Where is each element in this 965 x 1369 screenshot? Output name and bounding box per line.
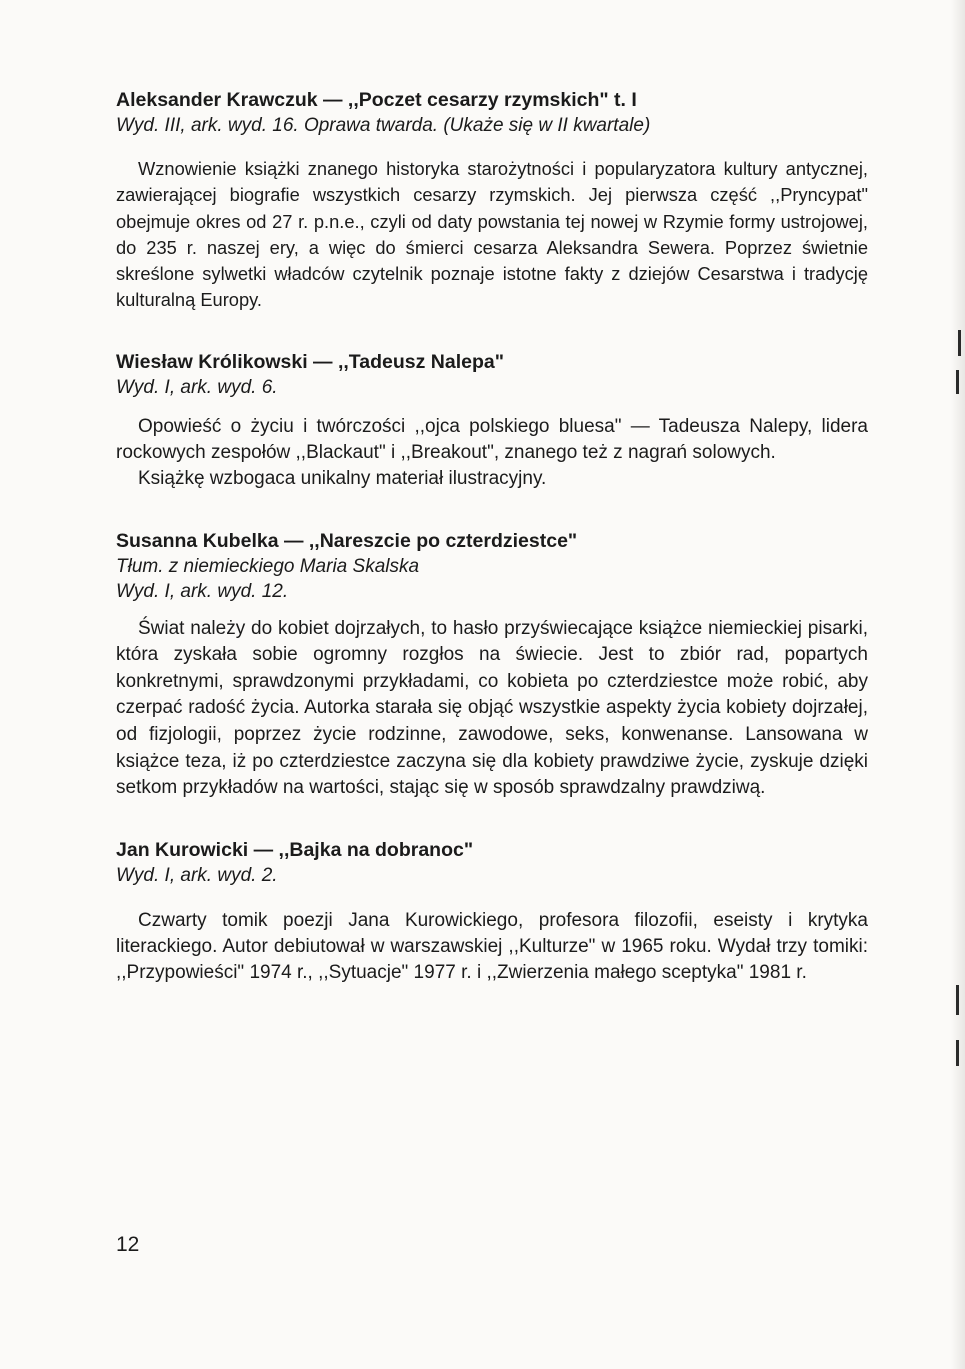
description-paragraph: Świat należy do kobiet dojrzałych, to hasło przyświecające książce niemieckiej pisarki, która zyskała sobie ogromny rozgłos na świecie. Jest to zbiór rad, popartych konkretnymi, sprawdzonymi przykładami, co kobieta po czterdziestce może robić, aby czerpać radość życia. Autorka starała się objąć wszystkie aspekty życia kobiety dojrzałej, od fizjologii, poprzez życie rodzinne, zawodowe, seks, konwenanse. Lansowana w książce teza, iż po czterdziestce zaczyna się dla kobiety prawdziwe życie, zyskuje dzięki setkom przykładów na wartości, stając się w sposób sprawdzalny prawdziwą.	[116, 617, 868, 799]
description-paragraph: Książkę wzbogaca unikalny materiał ilustracyjny.	[138, 468, 547, 490]
entry-edition-info: Wyd. I, ark. wyd. 2.	[116, 864, 278, 886]
entry-edition-info: Wyd. I, ark. wyd. 12.	[116, 580, 289, 602]
entry-description	[116, 156, 868, 314]
scan-edge-mark	[958, 330, 961, 356]
description-paragraph: Czwarty tomik poezji Jana Kurowickiego, profesora filozofii, eseisty i krytyka literackiego. Autor debiutował w warszawskiej ,,Kulturze" w 1965 roku. Wydał trzy tomiki: ,,Przypowieści" 1974 r., ,,Sytuacje" 1977 r. i ,,Zwierzenia małego sceptyka" 1981 r.	[116, 909, 868, 984]
entry-description	[116, 908, 868, 987]
book-entry-kubelka	[116, 529, 868, 802]
entry-edition-info: Wyd. I, ark. wyd. 6.	[116, 376, 278, 398]
entry-title: Susanna Kubelka — ,,Nareszcie po czterdziestce"	[116, 529, 578, 552]
scan-edge-mark	[956, 985, 959, 1015]
entry-title: Wiesław Królikowski — ,,Tadeusz Nalepa"	[116, 350, 504, 373]
page-number: 12	[116, 1233, 140, 1256]
description-paragraph: Wznowienie książki znanego historyka starożytności i popularyzatora kultury antycznej, zawierającej biografie wszystkich cesarzy rzymskich. Jej pierwsza część ,,Pryncypat" obejmuje okres od 27 r. p.n.e., czyli od daty powstania tej nowej w Rzymie formy ustrojowej, do 235 r. naszej ery, a więc do śmierci cesarza Aleksandra Sewera. Poprzez świetnie skreślone sylwetki władców czytelnik poznaje istotne fakty z dziejów Cesarstwa i tradycję kulturalną Europy.	[116, 158, 868, 311]
entry-title: Jan Kurowicki — ,,Bajka na dobranoc"	[116, 838, 474, 861]
entry-title: Aleksander Krawczuk — ,,Poczet cesarzy rzymskich" t. I	[116, 89, 637, 111]
entry-translator-info: Tłum. z niemieckiego Maria Skalska	[116, 555, 420, 577]
entry-edition-info: Wyd. III, ark. wyd. 16. Oprawa twarda. (Ukaże się w II kwartale)	[116, 115, 651, 136]
entry-description	[116, 414, 868, 493]
book-entry-kurowicki	[116, 838, 868, 987]
scan-edge-mark	[956, 1040, 959, 1066]
entry-description	[116, 616, 868, 802]
scan-edge-mark	[956, 370, 959, 394]
catalog-content	[116, 88, 868, 1023]
description-paragraph: Opowieść o życiu i twórczości ,,ojca polskiego bluesa" — Tadeusza Nalepy, lidera rockowych zespołów ,,Blackaut" i ,,Breakout", znanego też z nagrań solowych.	[116, 415, 868, 464]
book-entry-krolikowski	[116, 350, 868, 493]
book-entry-krawczuk	[116, 88, 868, 314]
